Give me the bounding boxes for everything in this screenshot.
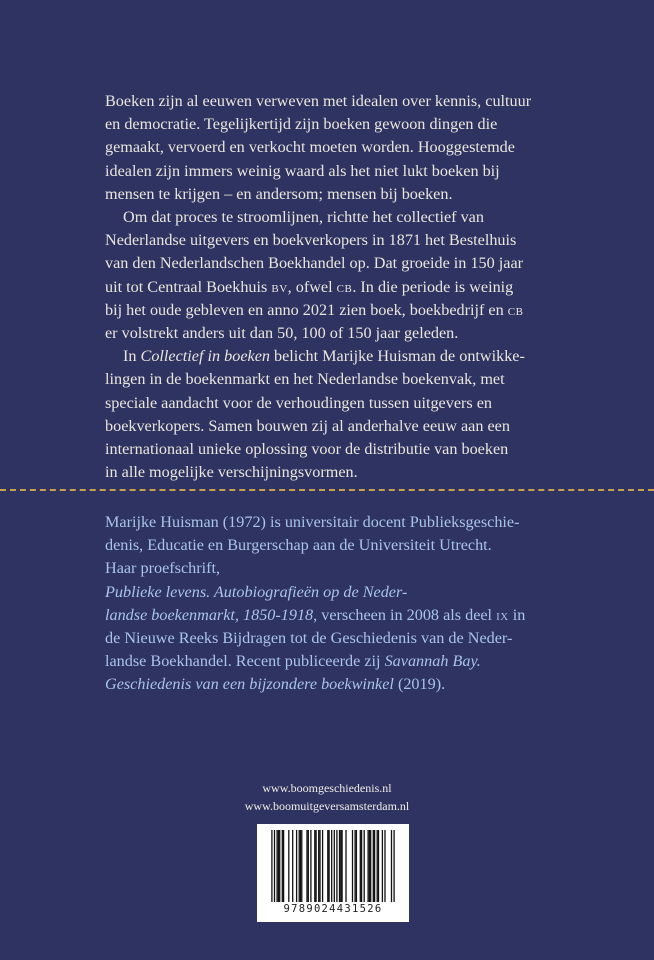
- barcode-bars: [257, 824, 409, 904]
- barcode-bar: [367, 830, 368, 902]
- barcode-bar: [339, 830, 340, 902]
- barcode-bar: [341, 830, 342, 902]
- barcode-bar: [382, 830, 383, 902]
- line: . In die periode is weinig: [352, 277, 514, 296]
- barcode-bar: [319, 830, 320, 902]
- line: Marijke Huisman (1972) is universitair docent Publieksgeschie-: [105, 513, 520, 531]
- abbr-bv: bv: [271, 277, 288, 296]
- isbn-number: 9789024431526: [283, 903, 383, 915]
- barcode-bar: [345, 830, 346, 902]
- abbr-cb: cb: [507, 300, 524, 319]
- barcode-bar: [384, 830, 385, 902]
- line: landse Boekhandel. Recent publiceerde zij: [105, 652, 385, 671]
- barcode-bar: [377, 830, 378, 902]
- line: , ofwel: [287, 277, 337, 296]
- barcode-bar: [369, 830, 370, 902]
- book-title: Collectief in boeken: [140, 347, 270, 366]
- barcode-bar: [334, 830, 335, 902]
- dashed-divider: [0, 489, 654, 491]
- barcode-bar: [306, 830, 307, 902]
- barcode-bar: [370, 830, 371, 902]
- publisher-urls: [0, 780, 654, 815]
- line: mensen te krijgen – en andersom; mensen bij boeken.: [105, 184, 453, 203]
- line: in alle mogelijke verschijningsvormen.: [105, 463, 358, 482]
- barcode-bar: [328, 830, 329, 902]
- barcode-bar: [278, 830, 279, 902]
- author-paragraph: [105, 511, 575, 697]
- barcode-bar: [308, 830, 309, 902]
- barcode-bar: [288, 830, 289, 902]
- line: idealen zijn immers weinig waard als het niet lukt boeken bij: [105, 161, 500, 180]
- line: lingen in de boekenmarkt en het Nederlandse boekenvak, met: [105, 370, 505, 389]
- blurb-paragraph-1: [105, 90, 575, 206]
- barcode-bar: [364, 830, 365, 902]
- barcode-bar: [336, 830, 337, 902]
- line: Nederlandse uitgevers en boekverkopers in 1871 het Bestelhuis: [105, 231, 517, 250]
- barcode-bar: [276, 830, 277, 902]
- barcode-bar: [352, 830, 353, 902]
- url-boomgeschiedenis: www.boomgeschiedenis.nl: [262, 781, 392, 795]
- barcode-bar: [274, 830, 275, 902]
- barcode-bar: [331, 830, 332, 902]
- line: In: [123, 347, 141, 366]
- barcode-bar: [374, 830, 375, 902]
- line: denis, Educatie en Burgerschap aan de Universiteit Utrecht.: [105, 536, 492, 555]
- barcode-bar: [299, 830, 300, 902]
- barcode-bar: [318, 830, 319, 902]
- line: bij het oude gebleven en anno 2021 zien boek, boekbedrijf en: [105, 300, 504, 319]
- line: Haar proefschrift,: [105, 559, 221, 578]
- barcode-bar: [391, 830, 392, 902]
- barcode-bar: [354, 830, 355, 902]
- barcode-bar: [296, 830, 297, 902]
- barcode-bar: [373, 830, 374, 902]
- barcode-bar: [322, 830, 323, 902]
- barcode-bar: [292, 830, 293, 902]
- barcode-bar: [301, 830, 302, 902]
- url-boomuitgevers: www.boomuitgeversamsterdam.nl: [244, 798, 410, 813]
- barcode-bar: [327, 830, 328, 902]
- line: van den Nederlandschen Boekhandel op. Dat groeide in 150 jaar: [105, 254, 524, 273]
- blurb-text: [105, 90, 575, 484]
- barcode-bar: [271, 830, 272, 902]
- barcode-bar: [378, 830, 379, 902]
- roman-numeral: ix: [496, 605, 509, 624]
- blurb-paragraph-2: [105, 206, 575, 345]
- barcode-bar: [356, 830, 357, 902]
- dissertation-title: Publieke levens. Autobiografieën op de Neder-: [105, 582, 408, 601]
- barcode-bar: [360, 830, 361, 902]
- line: de Nieuwe Reeks Bijdragen tot de Geschiedenis van de Neder-: [105, 629, 513, 648]
- line: en democratie. Tegelijkertijd zijn boeken gewoon dingen die: [105, 115, 498, 134]
- line: boekverkopers. Samen bouwen zij al anderhalve eeuw aan een: [105, 416, 510, 435]
- line: in: [508, 605, 526, 624]
- line: gemaakt, vervoerd en verkocht moeten worden. Hooggestemde: [105, 138, 515, 157]
- author-bio: [105, 511, 575, 697]
- barcode-bar: [361, 830, 362, 902]
- barcode: [257, 824, 409, 922]
- recent-book-title-cont: Geschiedenis van een bijzondere boekwinkel: [105, 675, 394, 694]
- barcode-bar: [310, 830, 311, 902]
- line: (2019).: [393, 675, 446, 694]
- barcode-bar: [340, 830, 341, 902]
- barcode-bar: [283, 830, 284, 902]
- barcode-bar: [300, 830, 301, 902]
- recent-book-title: Savannah Bay.: [384, 652, 481, 671]
- abbr-cb: cb: [336, 277, 353, 296]
- line: uit tot Centraal Boekhuis: [105, 277, 272, 296]
- barcode-bar: [279, 830, 280, 902]
- barcode-bar: [314, 830, 315, 902]
- line: er volstrekt anders uit dan 50, 100 of 150 jaar geleden.: [105, 324, 459, 343]
- blurb-paragraph-3: [105, 345, 575, 484]
- line: internationaal unieke oplossing voor de distributie van boeken: [105, 440, 509, 459]
- line: Om dat proces te stroomlijnen, richtte het collectief van: [123, 208, 484, 227]
- dissertation-title-cont: landse boekenmarkt, 1850-1918: [105, 605, 314, 624]
- line: , verscheen in 2008 als deel: [313, 605, 497, 624]
- barcode-bar: [282, 830, 283, 902]
- line: Boeken zijn al eeuwen verweven met idealen over kennis, cultuur: [105, 92, 532, 110]
- line: speciale aandacht voor de verhoudingen tussen uitgevers en: [105, 393, 493, 412]
- barcode-bar: [315, 830, 316, 902]
- barcode-bar: [393, 830, 394, 902]
- line: belicht Marijke Huisman de ontwikke-: [269, 347, 525, 366]
